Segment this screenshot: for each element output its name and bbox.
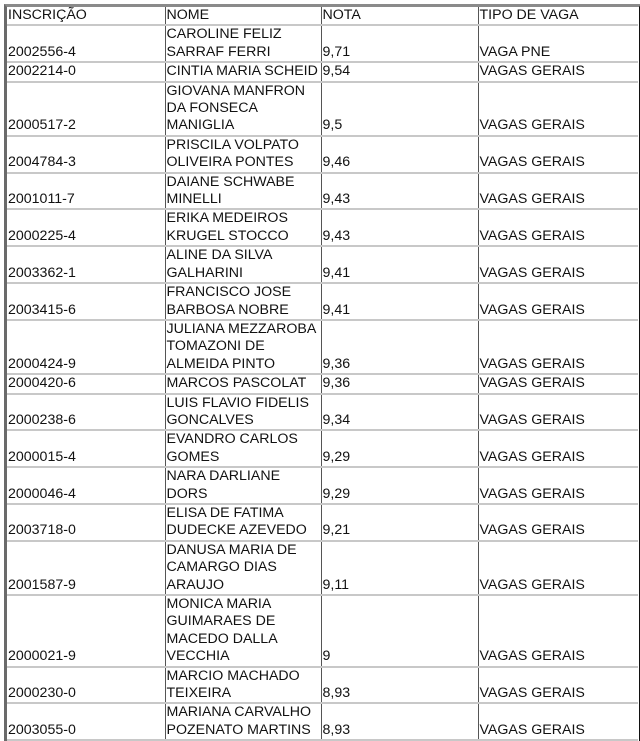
header-row	[7, 7, 638, 25]
cell-nota: 9,71	[321, 25, 478, 62]
cell-nota: 9,29	[321, 430, 478, 467]
cell-nome	[165, 246, 321, 283]
cell-nota: 9,46	[321, 136, 478, 173]
nome-line: ERIKA MEDEIROS	[166, 210, 288, 227]
cell-tipo-de-vaga: VAGAS GERAIS	[478, 136, 638, 173]
nome-line: EVANDRO CARLOS	[166, 431, 298, 448]
nome-line: MARIANA CARVALHO	[166, 704, 312, 721]
cell-inscricao: 2002214-0	[7, 62, 165, 81]
nome-line: GALHARINI	[166, 264, 243, 281]
cell-nome	[165, 209, 321, 246]
cell-nome	[165, 703, 321, 740]
cell-nota: 9,43	[321, 209, 478, 246]
table-row	[7, 136, 638, 173]
table-row	[7, 430, 638, 467]
nome-line: POZENATO MARTINS	[166, 721, 311, 738]
nome-line: JULIANA MEZZAROBA	[166, 320, 317, 337]
cell-inscricao: 2000225-4	[7, 209, 165, 246]
header-nota: NOTA	[321, 7, 478, 25]
nome-line: DANUSA MARIA DE	[166, 541, 297, 558]
nome-line: MARCOS PASCOLAT	[166, 375, 307, 392]
table-row	[7, 320, 638, 374]
header-inscricao: INSCRIÇÃO	[7, 7, 165, 25]
cell-tipo-de-vaga: VAGAS GERAIS	[478, 595, 638, 667]
cell-nome	[165, 62, 321, 81]
cell-nome	[165, 541, 321, 595]
nome-line: CINTIA MARIA SCHEID	[166, 63, 318, 80]
nome-line: MANIGLIA	[166, 117, 235, 134]
cell-inscricao: 2001587-9	[7, 541, 165, 595]
nome-line: MARCIO MACHADO	[166, 667, 300, 684]
cell-inscricao: 2001011-7	[7, 173, 165, 210]
table-row	[7, 467, 638, 504]
cell-nota: 9,36	[321, 320, 478, 374]
cell-nota: 8,93	[321, 667, 478, 704]
cell-nome	[165, 430, 321, 467]
nome-line: CAROLINE FELIZ	[166, 26, 282, 43]
cell-nome	[165, 374, 321, 393]
cell-inscricao: 2003362-1	[7, 246, 165, 283]
nome-line: ALINE DA SILVA	[166, 247, 273, 264]
nome-line: GONCALVES	[166, 411, 254, 428]
cell-inscricao: 2000015-4	[7, 430, 165, 467]
nome-line: MONICA MARIA	[166, 596, 272, 612]
table-row	[7, 703, 638, 740]
cell-tipo-de-vaga: VAGAS GERAIS	[478, 703, 638, 740]
table-row	[7, 667, 638, 704]
nome-line: DORS	[166, 485, 208, 502]
table-body	[7, 25, 638, 740]
cell-nota: 9,54	[321, 62, 478, 81]
cell-tipo-de-vaga: VAGAS GERAIS	[478, 467, 638, 504]
cell-nota: 8,93	[321, 703, 478, 740]
cell-tipo-de-vaga: VAGAS GERAIS	[478, 374, 638, 393]
cell-nota: 9,11	[321, 541, 478, 595]
cell-inscricao: 2000230-0	[7, 667, 165, 704]
table-row	[7, 374, 638, 393]
table-row	[7, 541, 638, 595]
table-row	[7, 504, 638, 541]
nome-line: MACEDO DALLA	[166, 630, 278, 647]
nome-line: LUIS FLAVIO FIDELIS	[166, 394, 309, 411]
nome-line: ARAUJO	[166, 576, 225, 593]
nome-line: DUDECKE AZEVEDO	[166, 522, 307, 539]
cell-inscricao: 2003055-0	[7, 703, 165, 740]
table-row	[7, 283, 638, 320]
cell-nome	[165, 82, 321, 136]
nome-line: BARBOSA NOBRE	[166, 301, 289, 318]
nome-line: TOMAZONI DE	[166, 338, 265, 355]
nome-line: TEIXEIRA	[166, 685, 232, 702]
nome-line: ELISA DE FATIMA	[166, 504, 284, 521]
cell-tipo-de-vaga: VAGAS GERAIS	[478, 504, 638, 541]
table-row	[7, 209, 638, 246]
cell-nota: 9,29	[321, 467, 478, 504]
table-row	[7, 82, 638, 136]
cell-tipo-de-vaga: VAGAS GERAIS	[478, 394, 638, 431]
cell-tipo-de-vaga: VAGA PNE	[478, 25, 638, 62]
cell-nome	[165, 467, 321, 504]
nome-line: MINELLI	[166, 191, 222, 208]
nome-line: GOMES	[166, 448, 220, 465]
nome-line: SARRAF FERRI	[166, 43, 271, 60]
cell-inscricao: 2000238-6	[7, 394, 165, 431]
cell-nota: 9,21	[321, 504, 478, 541]
cell-nome	[165, 595, 321, 667]
cell-inscricao: 2004784-3	[7, 136, 165, 173]
cell-nome	[165, 283, 321, 320]
cell-tipo-de-vaga: VAGAS GERAIS	[478, 283, 638, 320]
cell-inscricao: 2000517-2	[7, 82, 165, 136]
table-row	[7, 394, 638, 431]
nome-line: FRANCISCO JOSE	[166, 284, 292, 301]
cell-nota: 9,43	[321, 173, 478, 210]
nome-line: KRUGEL STOCCO	[166, 227, 289, 244]
table-row	[7, 62, 638, 81]
cell-tipo-de-vaga: VAGAS GERAIS	[478, 82, 638, 136]
cell-nome	[165, 394, 321, 431]
header-nome: NOME	[165, 7, 321, 25]
table-row	[7, 25, 638, 62]
nome-line: PRISCILA VOLPATO	[166, 136, 299, 153]
nome-line: GIOVANA MANFRON	[166, 82, 305, 99]
nome-line: GUIMARAES DE	[166, 613, 276, 630]
cell-tipo-de-vaga: VAGAS GERAIS	[478, 62, 638, 81]
cell-tipo-de-vaga: VAGAS GERAIS	[478, 430, 638, 467]
cell-nota: 9,41	[321, 283, 478, 320]
cell-nome	[165, 320, 321, 374]
cell-nome	[165, 25, 321, 62]
cell-nome	[165, 504, 321, 541]
cell-nota: 9,5	[321, 82, 478, 136]
cell-inscricao: 2000420-6	[7, 374, 165, 393]
cell-inscricao: 2003718-0	[7, 504, 165, 541]
cell-inscricao: 2000424-9	[7, 320, 165, 374]
cell-nota: 9,41	[321, 246, 478, 283]
cell-nota: 9,34	[321, 394, 478, 431]
cell-tipo-de-vaga: VAGAS GERAIS	[478, 667, 638, 704]
nome-line: VECCHIA	[166, 648, 230, 665]
cell-tipo-de-vaga: VAGAS GERAIS	[478, 320, 638, 374]
results-table	[7, 7, 638, 741]
table-row	[7, 173, 638, 210]
cell-tipo-de-vaga: VAGAS GERAIS	[478, 246, 638, 283]
cell-nome	[165, 173, 321, 210]
header-tipo-de-vaga: TIPO DE VAGA	[478, 7, 638, 25]
table-row	[7, 246, 638, 283]
table-row	[7, 595, 638, 667]
nome-line: CAMARGO DIAS	[166, 559, 277, 576]
nome-line: NARA DARLIANE	[166, 468, 281, 485]
cell-tipo-de-vaga: VAGAS GERAIS	[478, 209, 638, 246]
cell-tipo-de-vaga: VAGAS GERAIS	[478, 173, 638, 210]
cell-tipo-de-vaga: VAGAS GERAIS	[478, 541, 638, 595]
cell-inscricao: 2003415-6	[7, 283, 165, 320]
nome-line: DAIANE SCHWABE	[166, 173, 295, 190]
nome-line: ALMEIDA PINTO	[166, 355, 276, 372]
cell-nota: 9,36	[321, 374, 478, 393]
cell-inscricao: 2000021-9	[7, 595, 165, 667]
nome-line: OLIVEIRA PONTES	[166, 154, 294, 171]
cell-nota: 9	[321, 595, 478, 667]
cell-inscricao: 2002556-4	[7, 25, 165, 62]
cell-nome	[165, 136, 321, 173]
cell-inscricao: 2000046-4	[7, 467, 165, 504]
cell-nome	[165, 667, 321, 704]
nome-line: DA FONSECA	[166, 100, 258, 117]
results-sheet	[4, 4, 640, 741]
